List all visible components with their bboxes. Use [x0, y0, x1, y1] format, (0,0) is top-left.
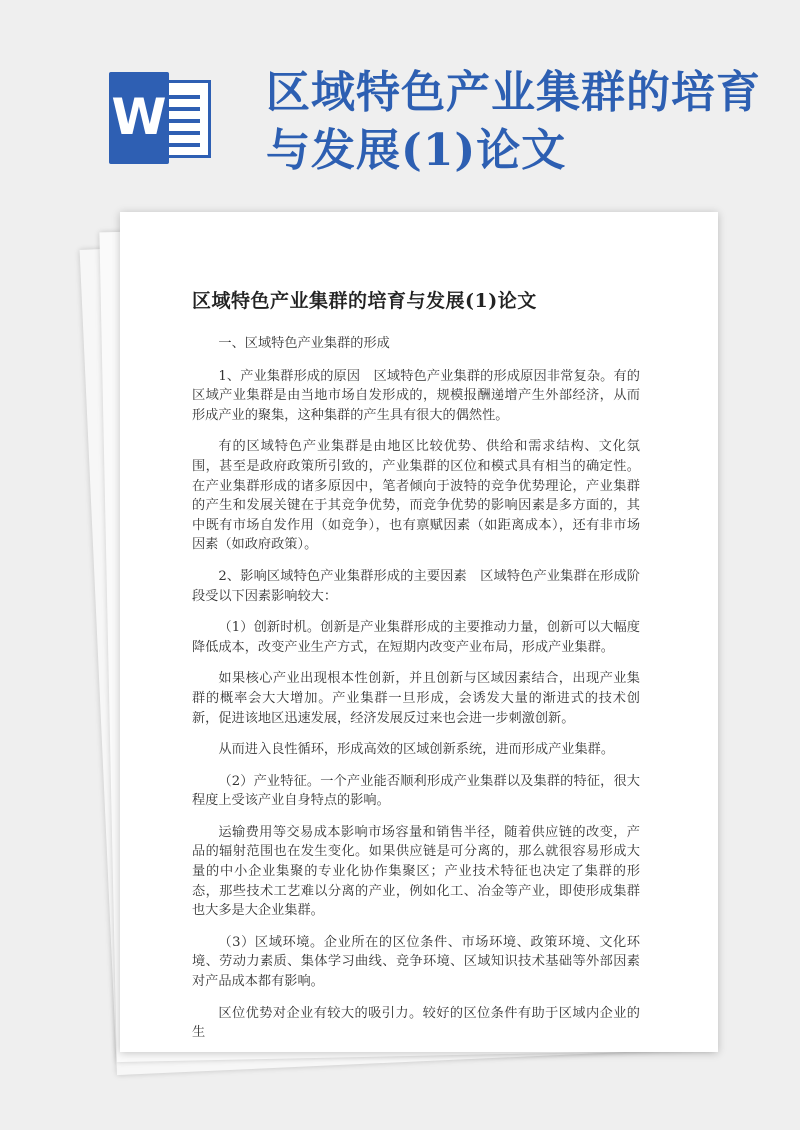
paragraph: 1、产业集群形成的原因 区域特色产业集群的形成原因非常复杂。有的区域产业集群是由当地市场自发形成的，规模报酬递增产生外部经济，从而形成产业的聚集，这种集群的产生具有很大的偶然性。 — [192, 368, 640, 423]
document-body — [192, 334, 640, 1055]
document-title: 区域特色产业集群的培育与发展(1)论文 — [192, 290, 537, 312]
paragraph: 2、影响区域特色产业集群形成的主要因素 区域特色产业集群在形成阶段受以下因素影响较大： — [192, 568, 640, 604]
paragraph: 从而进入良性循环，形成高效的区域创新系统，进而形成产业集群。 — [218, 742, 615, 758]
paragraph: 区位优势对企业有较大的吸引力。较好的区位条件有助于区域内企业的生 — [192, 1005, 640, 1041]
word-letter: W — [111, 88, 167, 146]
paragraph: 运输费用等交易成本影响市场容量和销售半径，随着供应链的改变，产品的辐射范围也在发生变化。如果供应链是可分离的，那么就很容易形成大量的中小企业集聚的专业化协作集聚区；产业技术特征也决定了集群的形态，那些技术工艺难以分离的产业，例如化工、冶金等产业，即使形成集群也大多是大企业集群。 — [192, 824, 640, 919]
paragraph: （2）产业特征。一个产业能否顺利形成产业集群以及集群的特征，很大程度上受该产业自身特点的影响。 — [192, 773, 640, 809]
word-badge — [109, 72, 169, 164]
paragraph: 如果核心产业出现根本性创新，并且创新与区域因素结合，出现产业集群的概率会大大增加。产业集群一旦形成，会诱发大量的渐进式的技术创新，促进该地区迅速发展，经济发展反过来也会进一步刺激创新。 — [192, 671, 640, 726]
word-document-icon — [103, 72, 215, 164]
banner-title: 区域特色产业集群的培育与发展(1)论文 — [266, 67, 761, 176]
banner — [0, 0, 800, 210]
paragraph: 有的区域特色产业集群是由地区比较优势、供给和需求结构、文化氛围，甚至是政府政策所引致的，产业集群的区位和模式具有相当的确定性。在产业集群形成的诸多原因中，笔者倾向于波特的竞争优势理论，产业集群的产生和发展关键在于其竞争优势，而竞争优势的影响因素是多方面的，其中既有市场自发作用（如竞争），也有禀赋因素（如距离成本），还有非市场因素（如政府政策）。 — [192, 439, 640, 553]
section-heading: 一、区域特色产业集群的形成 — [218, 336, 390, 351]
document-page — [120, 212, 718, 1052]
paragraph: （1）创新时机。创新是产业集群形成的主要推动力量，创新可以大幅度降低成本，改变产业生产方式，在短期内改变产业布局，形成产业集群。 — [192, 620, 640, 655]
paragraph: （3）区域环境。企业所在的区位条件、市场环境、政策环境、文化环境、劳动力素质、集体学习曲线、竞争环境、区域知识技术基础等外部因素对产品成本都有影响。 — [192, 934, 640, 990]
